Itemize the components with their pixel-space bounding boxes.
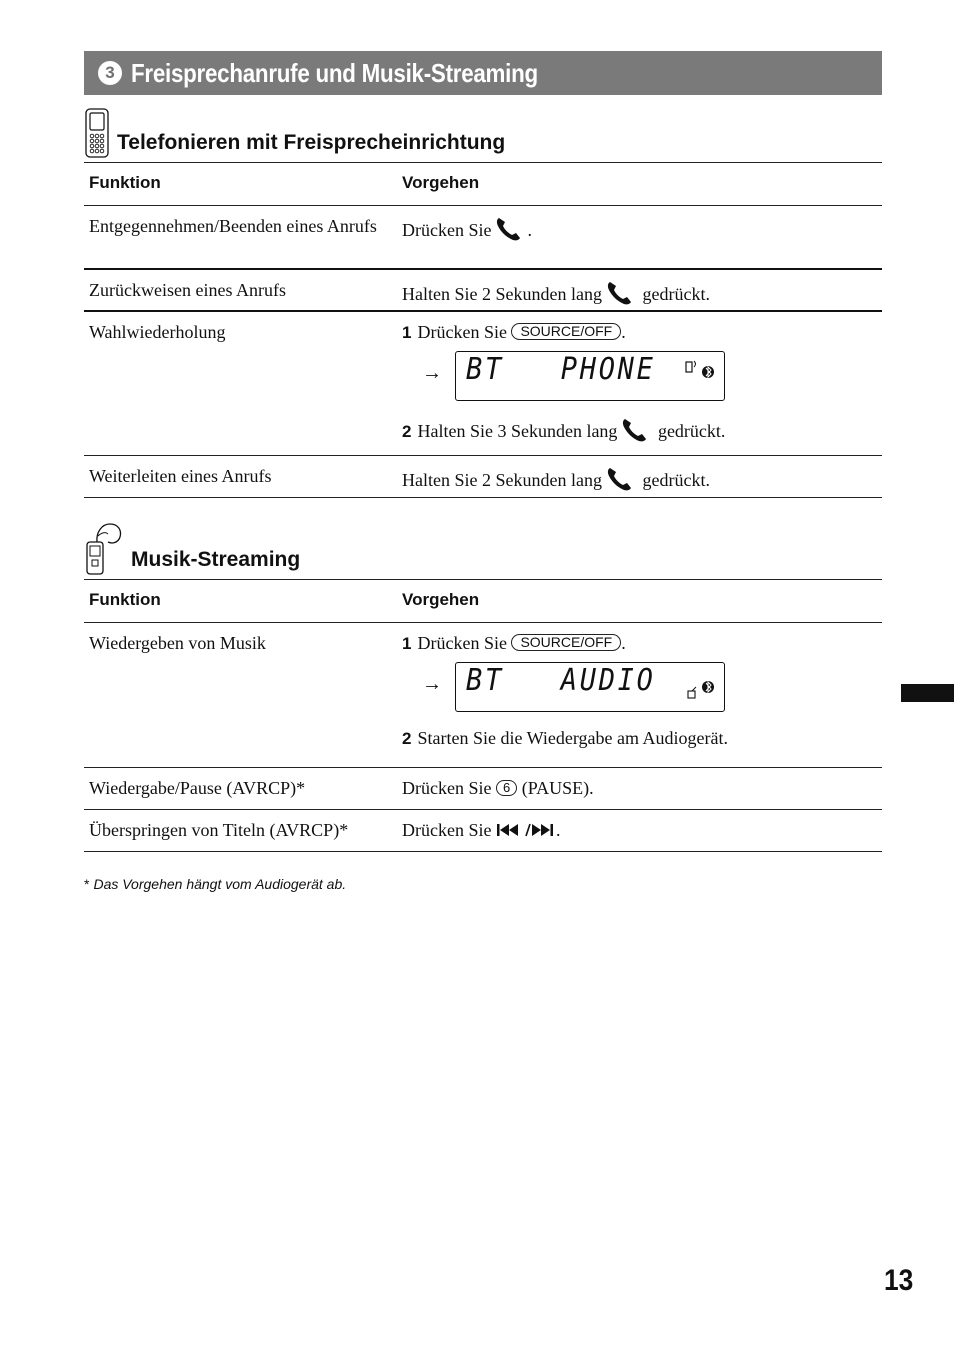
source-off-key: SOURCE/OFF [511,634,621,651]
section-number-badge: 3 [98,61,122,85]
procedure-text: Drücken Sie [402,220,492,240]
table-row [84,623,882,768]
music-streaming-table [84,579,882,852]
section1-heading [84,106,882,162]
arrow-icon: → [422,361,442,384]
display-illustration [402,351,882,403]
call-button-icon [606,466,634,496]
procedure-cell: 1 Drücken Sie SOURCE/OFF . → BT AUDIO 2 Starten Sie die Wiedergabe am Audiogerät. [402,623,882,749]
call-button-icon [606,280,634,310]
function-cell: Wiedergeben von Musik [89,633,266,653]
section2-heading [84,520,882,579]
procedure-cell: Drücken Sie . [402,206,882,246]
music-player-headphones-icon [84,522,124,576]
chapter-tab-marker [901,684,954,702]
procedure-cell: Drücken Sie . [402,810,882,840]
section-title: Freisprechanrufe und Musik-Streaming [131,57,538,88]
table-row [84,269,882,311]
table-row [84,456,882,498]
function-cell: Zurückweisen eines Anrufs [89,279,286,300]
step-number: 1 [402,634,412,653]
column-header-function: Funktion [89,173,161,192]
call-button-icon [621,417,649,447]
procedure-cell: Drücken Sie 6 (PAUSE). [402,778,594,798]
arrow-icon: → [422,673,442,695]
bluetooth-phone-icon [684,358,718,382]
footnote: * Das Vorgehen hängt vom Audiogerät ab. [84,876,347,892]
procedure-cell: Halten Sie 2 Sekunden lang gedrückt. [402,270,882,310]
bluetooth-audio-icon [684,677,718,701]
table-row [84,311,882,456]
function-cell: Weiterleiten eines Anrufs [89,466,272,486]
lcd-text: BT AUDIO [466,663,656,698]
table-row [84,810,882,852]
function-cell: Überspringen von Titeln (AVRCP)* [89,820,349,840]
column-header-procedure: Vorgehen [402,590,480,609]
table-row [84,206,882,269]
display-illustration [402,662,882,714]
section1-title: Telefonieren mit Freisprecheinrichtung [117,131,506,154]
column-header-function: Funktion [89,590,161,609]
step-number: 2 [402,729,412,748]
page-number: 13 [884,1264,914,1297]
source-off-key: SOURCE/OFF [511,323,621,340]
lcd-text: BT PHONE [466,351,656,387]
procedure-cell: Halten Sie 2 Sekunden lang gedrückt. [402,456,882,496]
section2-title: Musik-Streaming [131,548,301,571]
function-cell: Wahlwiederholung [89,321,226,342]
section-banner [84,51,882,95]
function-cell: Wiedergabe/Pause (AVRCP)* [89,778,306,798]
step-number: 1 [402,322,412,342]
function-cell: Entgegennehmen/Beenden eines Anrufs [89,216,377,236]
hands-free-table [84,162,882,498]
mobile-phone-icon [85,108,109,158]
pause-key: 6 [496,780,517,796]
procedure-cell: 1 Drücken Sie SOURCE/OFF . → BT PHONE 2 Halten Sie 3 Sekunden lang gedrückt. [402,312,882,447]
lcd-display [455,662,725,712]
step-number: 2 [402,421,412,441]
skip-prev-next-icon [496,822,576,838]
column-header-procedure: Vorgehen [402,173,480,192]
table-header-row [84,163,882,206]
table-row [84,768,882,810]
table-header-row [84,580,882,623]
lcd-display [455,351,725,401]
call-button-icon [495,216,523,246]
